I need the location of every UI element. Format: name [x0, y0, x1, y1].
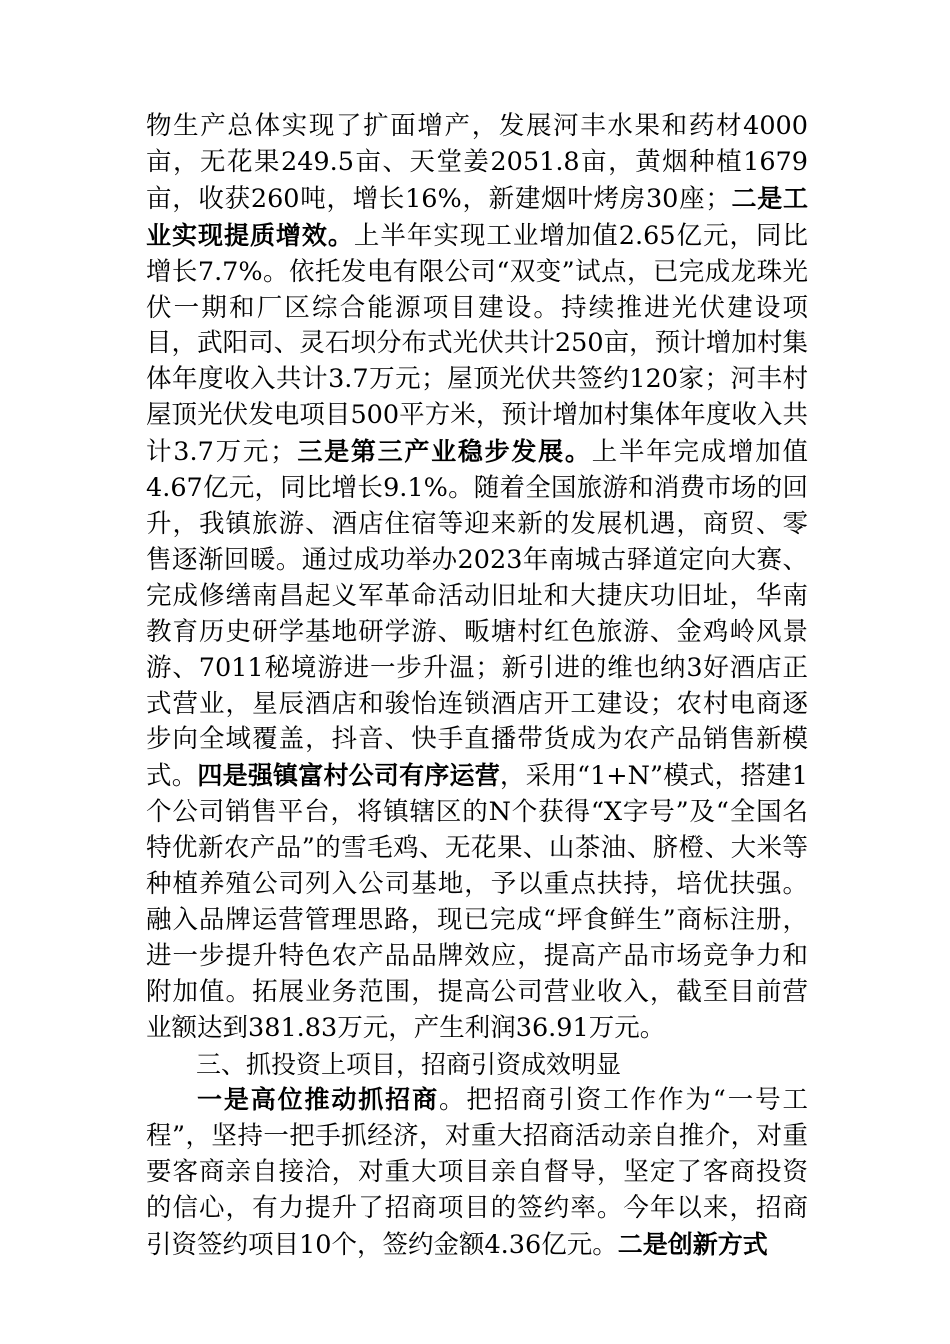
paragraph-text: 。把招商引资工作作为“一号工程”，坚持一把手抓经济，对重大招商活动亲自推介，对重要客商亲自接洽，对重大项目亲自督导，坚定了客商投资的信心，有力提升了招商项目的签约率。今年以来，招商引资签约项目10个，签约金额4.36亿元。 — [146, 1085, 808, 1261]
paragraph-text: 物生产总体实现了扩面增产，发展河丰水果和药材4000亩，无花果249.5亩、天堂姜2051.8亩，黄烟种植1679亩，收获260吨，增长16%，新建烟叶烤房30座； — [146, 111, 808, 214]
bold-lead-company: 四是强镇富村公司有序运营 — [197, 761, 500, 791]
section-heading: 三、抓投资上项目，招商引资成效明显 — [196, 1049, 622, 1079]
bold-lead-promotion: 一是高位推动抓招商 — [197, 1085, 439, 1115]
bold-lead-tertiary: 三是第三产业稳步发展。 — [295, 437, 592, 467]
paragraph-text: 上半年完成增加值4.67亿元，同比增长9.1%。随着全国旅游和消费市场的回升，我镇旅游、酒店住宿等迎来新的发展机遇，商贸、零售逐渐回暖。通过成功举办2023年南城古驿道定向大赛、完成修缮南昌起义军革命活动旧址和大捷庆功旧址，华南教育历史研学基地研学游、畈塘村红色旅游、金鸡岭风景游、7011秘境游进一步升温；新引进的维也纳3好酒店正式营业，星辰酒店和骏怡连锁酒店开工建设；农村电商逐步向全域覆盖，抖音、快手直播带货成为农产品销售新模式。 — [146, 437, 808, 792]
body-paragraph-investment — [146, 1082, 808, 1264]
bold-lead-industry: 二是工业实现提质增效。 — [146, 183, 808, 250]
paragraph-text: ，采用“1+N”模式，搭建1个公司销售平台，将镇辖区的N个获得“X字号”及“全国名特优新农产品”的雪毛鸡、无花果、山茶油、脐橙、大米等种植养殖公司列入公司基地，予以重点扶持，培优扶强。融入品牌运营管理思路，现已完成“坪食鲜生”商标注册，进一步提升特色农产品品牌效应，提高产品市场竞争力和附加值。拓展业务范围，提高公司营业收入，截至目前营业额达到381.83万元，产生利润36.91万元。 — [146, 761, 808, 1043]
document-page — [146, 109, 808, 1264]
paragraph-text: 上半年实现工业增加值2.65亿元，同比增长7.7%。依托发电有限公司“双变”试点，已完成龙珠光伏一期和厂区综合能源项目建设。持续推进光伏建设项目，武阳司、灵石坝分布式光伏共计250亩，预计增加村集体年度收入共计3.7万元；屋顶光伏共签约120家；河丰村屋顶光伏发电项目500平方米，预计增加村集体年度收入共计3.7万元； — [146, 220, 808, 468]
body-paragraph-economy — [146, 109, 808, 1047]
bold-lead-innovation: 二是创新方式 — [617, 1230, 768, 1260]
